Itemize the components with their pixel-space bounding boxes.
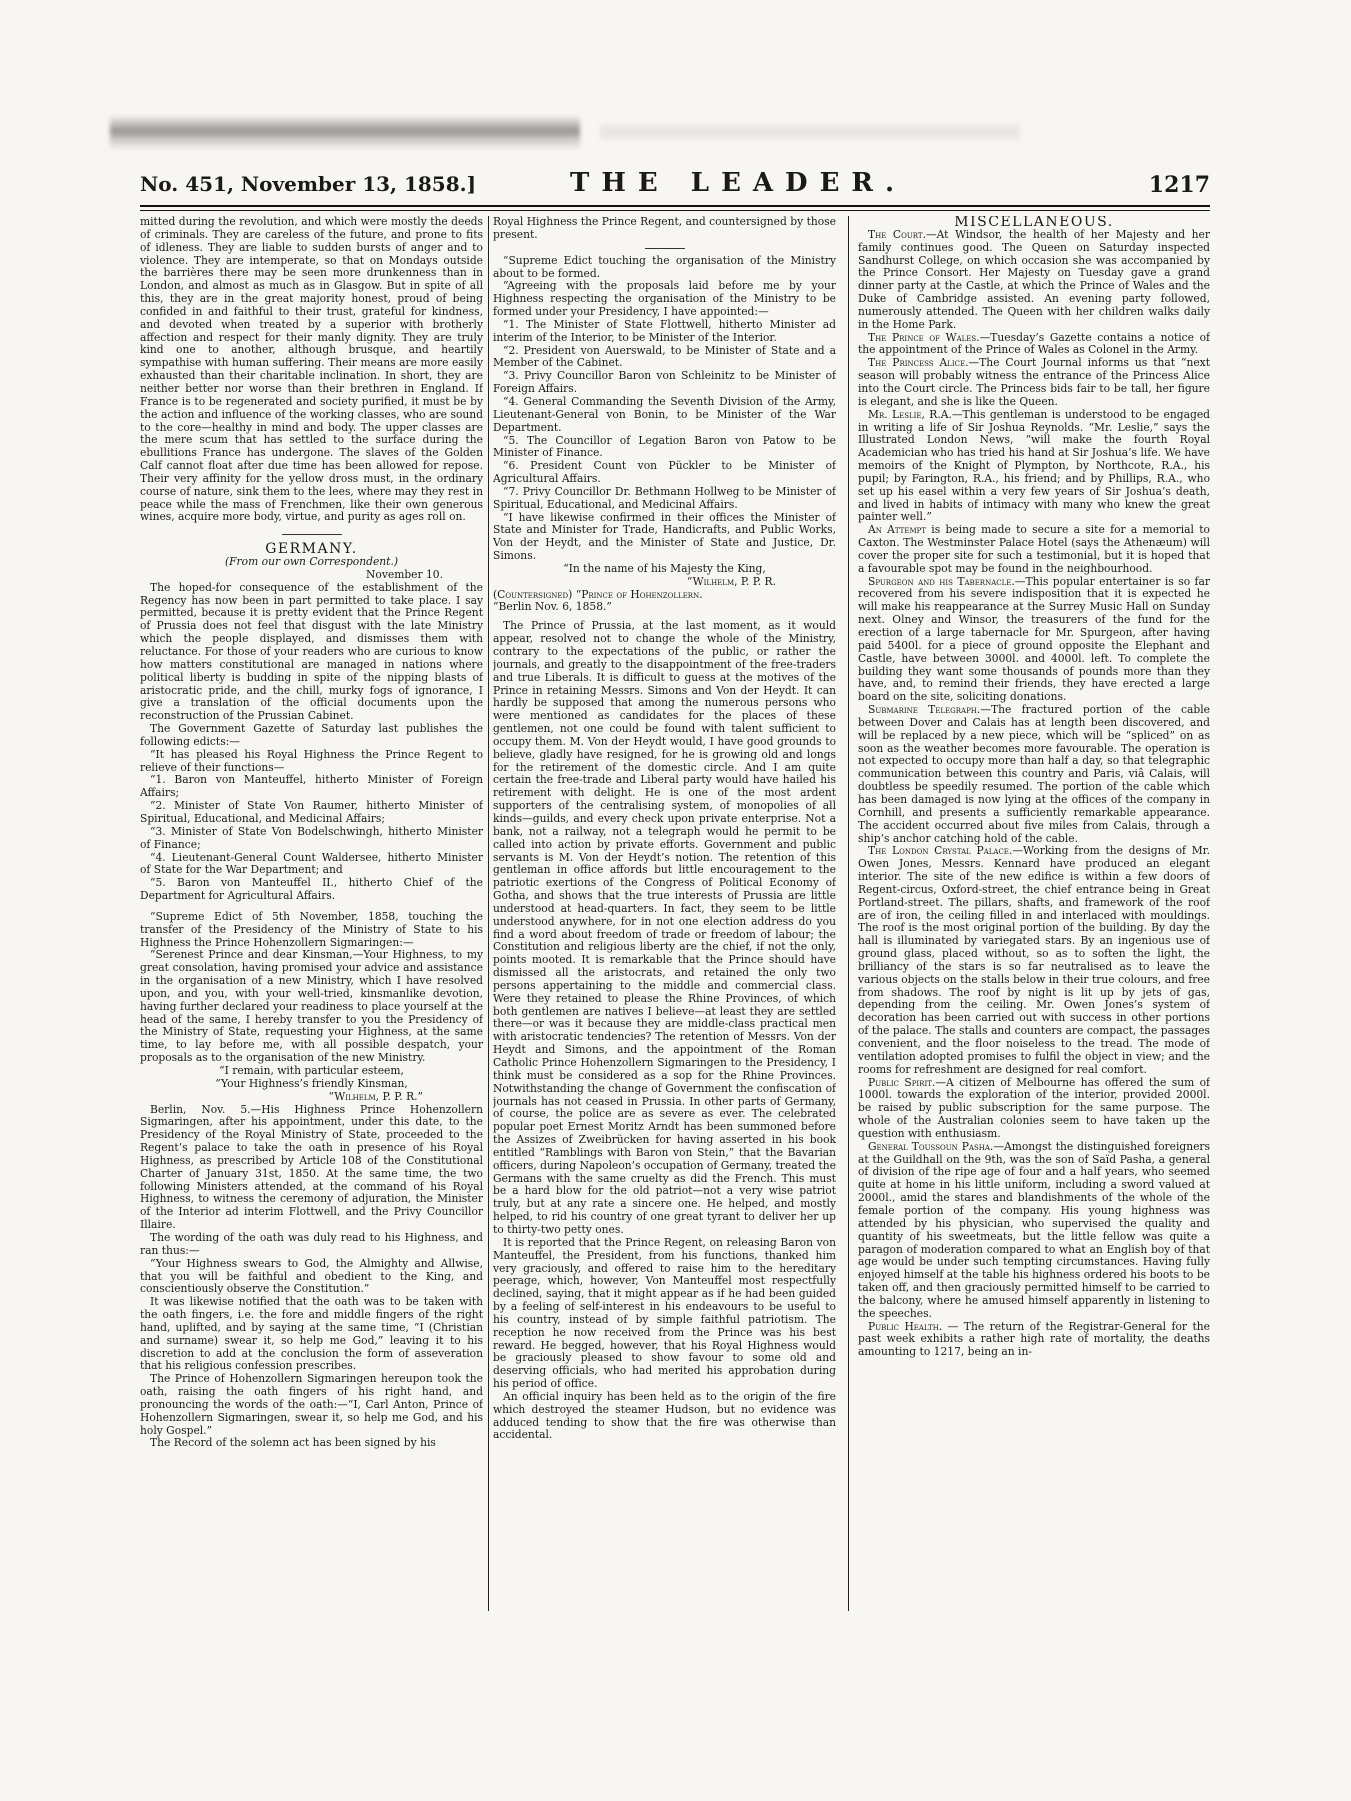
item-text: is being made to secure a site for a memorial to Caxton. The Westminster Palace Hotel (says the Athenæum) will cover the proper site for such a testimonial, but it is hoped that a favourable spot may be found in the neighbourhood. [858,523,1210,575]
news-item [858,409,1210,525]
paragraph: An official inquiry has been held as to the origin of the fire which destroyed the steamer Hudson, but no evidence was adduced tending to show that the fire was otherwise than accidental. [493,1389,836,1442]
paragraph: “1. The Minister of State Flottwell, hitherto Minister ad interim of the Interior, to be Minister of the Interior. [493,317,836,344]
news-item [858,357,1210,408]
item-label: Mr. Leslie, R.A. [868,407,952,421]
item-text: —The Court Journal informs us that “next season will probably witness the entrance of the Princess Alice into the Court circle. The Princess bids fair to be tall, her figure is elegant, and she is like the Queen. [858,356,1210,408]
item-text: —This popular entertainer is so far recovered from his severe indisposition that it is expected he will make his reappearance at the Surrey Music Hall on Sunday next. Olney and Winsor, the treasurers of the fund for the erection of a large tabernacle for Mr. Spurgeon, after having paid 5400l. for a piece of ground opposite the Elephant and Castle, have between 3000l. and 4000l. left. To complete the building they want some thousands of pounds more than they have, and, to remind their friends, they have erected a large board on the site, soliciting donations. [858,574,1210,704]
column-1 [140,216,483,1616]
paragraph: “2. President von Auerswald, to be Minister of State and a Member of the Cabinet. [493,343,836,370]
paragraph: “4. General Commanding the Seventh Division of the Army, Lieutenant-General von Bonin, to be Minister of the War Department. [493,394,836,434]
news-item [858,524,1210,575]
item-label: Public Health. [868,1319,943,1333]
paragraph: “1. Baron von Manteuffel, hitherto Minister of Foreign Affairs; [140,773,483,800]
news-item [858,229,1210,332]
signature: “Wilhelm, P. P. R.” [328,1089,423,1103]
signature: “Wilhelm, P. P. R. [686,574,776,588]
paragraph: It is reported that the Prince Regent, on releasing Baron von Manteuffel, the President, from his functions, thanked him very graciously, and offered to raise him to the hereditary peerage, which, however, Von Manteuffel most respectfully declined, saying, that it might appear as if he had been guided by a feeling of self-interest in his endeavours to be useful to his country, instead of by simple faithful patriotism. The reception he now received from the Prince was his best reward. He begged, however, that his Royal Highness would be graciously pleased to show favour to some old and deserving officials, who had merited his approbation during his period of office. [493,1235,836,1391]
correspondent-line: (From our own Correspondent.) [224,555,399,569]
item-label: Submarine Telegraph. [868,703,981,717]
news-item [858,704,1210,845]
column-3 [858,216,1210,1616]
dateline: November 10. [366,567,443,581]
news-item [858,1077,1210,1141]
dateline: “Berlin Nov. 6, 1858.” [493,600,612,614]
column-rule [848,216,849,1611]
item-text: —The fractured portion of the cable between Dover and Calais has at length been discovered, and will be replaced by a new piece, which will be “spliced” on as soon as the weather becomes more favourable. The operation is not expected to occupy more than half a day, so that telegraphic communication between this country and Paris, viâ Calais, will doubtless be speedily resumed. The portion of the cable which has been damaged is now lying at the offices of the company in Cornhill, and presents a sufficiently remarkable appearance. The accident occurred about five miles from Calais, through a ship’s anchor catching hold of the cable. [858,703,1210,845]
paragraph: Royal Highness the Prince Regent, and countersigned by those present. [493,216,836,241]
paragraph: “Your Highness swears to God, the Almighty and Allwise, that you will be faithful and obedient to the King, and conscientiously observe the Constitution.” [140,1256,483,1296]
paragraph: “2. Minister of State Von Raumer, hitherto Minister of Spiritual, Educational, and Medicinal Affairs; [140,799,483,825]
paragraph: “Serenest Prince and dear Kinsman,—Your Highness, to my great consolation, having promised your advice and assistance in the organisation of a new Ministry, which I have resolved upon, and you, with your well-tried, kinsmanlike devotion, having further declared your readiness to place yourself at the head of the same, I hereby transfer to you the Presidency of the Ministry of State, requesting your Highness, at the same time, to lay before me, with all possible despatch, your proposals as to the organisation of the new Ministry. [140,948,483,1065]
paragraph: “5. Baron von Manteuffel II., hitherto Chief of the Department for Agricultural Affairs. [140,876,483,903]
paragraph: “It has pleased his Royal Highness the Prince Regent to relieve of their functions— [140,747,483,774]
column-rule [488,216,489,1611]
paragraph: The hoped-for consequence of the establishment of the Regency has now been in part permitted to take place. I say permitted, because it is pretty evident that the Prince Regent of Prussia does not feel that disgust with the late Ministry which the people displayed, and dismisses them with reluctance. For those of your readers who are curious to know how matters constitutional are managed in nations where political liberty is budding in spite of the nipping blasts of aristocratic pride, and the chill, murky fogs of ignorance, I give a translation of the official documents upon the reconstruction of the Prussian Cabinet. [140,580,483,723]
item-label: Public Spirit. [868,1075,936,1089]
print-smudge [110,115,580,151]
paragraph: “Agreeing with the proposals laid before me by your Highness respecting the organisation of the Ministry to be formed under your Presidency, I have appointed:— [493,279,836,319]
item-text: —At Windsor, the health of her Majesty and her family continues good. The Queen on Saturday inspected Sandhurst College, on which occasion she was accompanied by the Prince Consort. Her Majesty on Tuesday gave a grand dinner party at the Castle, at which the Prince of Wales and the Duke of Cambridge assisted. An evening party followed, numerously attended. The Queen with her children walks daily in the Home Park. [858,227,1210,331]
section-heading-miscellaneous: MISCELLANEOUS. [954,216,1114,230]
item-text: —A citizen of Melbourne has offered the sum of 1000l. towards the exploration of the interior, provided 2000l. be raised by public subscription for the same purpose. The whole of the Australian colonies seem to have taken up the question with enthusiasm. [858,1075,1210,1140]
paragraph: “6. President Count von Pückler to be Minister of Agricultural Affairs. [493,459,836,486]
header-rule-thin [140,210,1210,211]
news-item [858,332,1210,358]
paragraph: “3. Privy Councillor Baron von Schleinitz to be Minister of Foreign Affairs. [493,369,836,396]
paragraph: The Record of the solemn act has been signed by his [150,1436,436,1450]
closing-line: “In the name of his Majesty the King, [563,561,766,575]
item-text: —Working from the designs of Mr. Owen Jones, Messrs. Kennard have produced an elegant interior. The site of the new edifice is within a few doors of Regent-circus, Oxford-street, the chief entrance being in Great Portland-street. The pillars, shafts, and framework of the roof are of iron, the ceiling filled in and interlaced with mouldings. The roof is the most original portion of the building. By day the hall is illuminated by variegated stars. By an ingenious use of ground glass, placed without, so as to soften the light, the brilliancy of the stars is so far neutralised as to leave the various objects on the stalls below in their true colours, and free from shadows. The roof by night is lit up by jets of gas, depending from the ceiling. Mr. Owen Jones’s system of decoration has been carried out with success in other portions of the palace. The stalls and counters are compact, the passages convenient, and the floor noiseless to the tread. The mode of ventilation adopted promises to fulfil the object in view; and the rooms for refreshment are designed for real comfort. [858,844,1210,1076]
masthead [140,168,1210,202]
item-label: The Court. [868,227,926,241]
newspaper-title: THE LEADER. [570,168,907,198]
divider [645,248,685,249]
paragraph: The Prince of Hohenzollern Sigmaringen hereupon took the oath, raising the oath fingers of his right hand, and pronouncing the words of the oath:—“I, Carl Anton, Prince of Hohenzollern Sigmaringen, swear it, so help me God, and his holy Gospel.” [140,1372,483,1437]
paragraph: “7. Privy Councillor Dr. Bethmann Hollweg to be Minister of Spiritual, Educational, and Medicinal Affairs. [493,484,836,511]
item-label: General Toussoun Pasha. [868,1139,994,1153]
paragraph: It was likewise notified that the oath was to be taken with the oath fingers, i.e. the fore and middle fingers of the right hand, uplifted, and by saying at the same time, “I (Christian and surname) swear it, so help me God,” leaving it to his discretion to add at the conclusion the form of asseveration that his religious confession prescribes. [140,1295,483,1373]
item-text: —Amongst the distinguished foreigners at the Guildhall on the 9th, was the son of Saïd Pasha, a general of division of the ripe age of four and a half years, who seemed quite at home in his little uniform, including a sword valued at 2000l., amid the stares and blandishments of the whole of the female portion of the company. His young highness was attended by his physician, who supervised the quality and quantity of his sweetmeats, but the little fellow was quite a paragon of moderation compared to what an English boy of that age would be under such tempting circumstances. Having fully enjoyed himself at the table his highness ordered his boots to be taken off, and then graciously permitted himself to be carried to the balcony, where he amused himself apparently in listening to the speeches. [858,1139,1210,1320]
section-heading-germany: GERMANY. [265,541,358,558]
news-item [858,1321,1210,1360]
header-rule [140,205,1210,207]
closing-line: “I remain, with particular esteem, [219,1064,404,1077]
news-item [858,845,1210,1076]
paragraph: “Supreme Edict touching the organisation of the Ministry about to be formed. [493,253,836,280]
paragraph: “5. The Councillor of Legation Baron von Patow to be Minister of Finance. [493,433,836,460]
divider [282,534,342,535]
issue-date: No. 451, November 13, 1858.] [140,172,477,196]
page-number: 1217 [1148,172,1210,198]
news-item [858,576,1210,704]
paragraph: “Supreme Edict of 5th November, 1858, touching the transfer of the Presidency of the Ministry of State to his Highness the Prince Hohenzollern Sigmaringen:— [140,909,483,949]
paragraph: The Prince of Prussia, at the last moment, as it would appear, resolved not to change the whole of the Ministry, contrary to the expectations of the public, or rather the journals, and greatly to the disappointment of the free-traders and true Liberals. It is difficult to guess at the motives of the Prince in retaining Messrs. Simons and Von der Heydt. It can hardly be supposed that among the numerous persons who were mentioned as candidates for the places of these gentlemen, not one could be found with talent sufficient to occupy them. M. Von der Heydt would, I have good grounds to believe, gladly have resigned, for he is growing old and longs for the retirement of the domestic circle. And I am quite certain the free-trade and Liberal party would have hailed his retirement with delight. He is one of the most ardent supporters of the centralising system, of monopolies of all kinds—guilds, and every check upon private enterprise. Not a bank, not a railway, not a telegraph would he permit to be called into action by private efforts. Government and public servants is M. Von der Heydt’s notion. The retention of this gentleman in office affords but little encouragement to the patriotic exertions of the Congress of Political Economy of Gotha, and shows that the true interests of Prussia are little understood at head-quarters. In fact, they seem to be little understood anywhere, for in not one election address do you find a word about freedom of trade or freedom of labour; the Constitution and religious liberty are the chief, if not the only, points mooted. It is remarkable that the Prince should have dismissed all the aristocrats, and retained the only two persons appertaining to the middle and commercial class. Were they retained to please the Rhine Provinces, of which both gentlemen are natives I believe—at least they are settled there—or was it because they are middle-class practical men with aristocratic tendencies? The retention of Messrs. Von der Heydt and Simons, and the appointment of the Roman Catholic Prince Hohenzollern Sigmaringen to the Presidency, I think must be considered as a sop for the Rhine Provinces. Notwithstanding the change of Government the confiscation of journals has not ceased in Prussia. In other parts of Germany, of course, the police are as severe as ever. The celebrated popular poet Ernest Moritz Arndt has been summoned before the Assizes of Zweibrücken for having asserted in his book entitled “Ramblings with Baron von Stein,” that the Bavarian officers, during Napoleon’s occupation of Germany, treated the Germans with the same cruelty as did the French. This must be a hard blow for the old patriot—not a very wise patriot truly, but at any rate a sincere one. He helped, and mostly helped, to rid his country of one great tyrant to deliver her up to thirty-two petty ones. [493,619,836,1236]
news-item [858,1141,1210,1321]
column-2 [493,216,836,1616]
paragraph: The wording of the oath was duly read to his Highness, and ran thus:— [140,1230,483,1257]
closing-line: “Your Highness’s friendly Kinsman, [215,1076,408,1090]
item-label: Spurgeon and his Tabernacle. [868,574,1015,588]
item-text: —This gentleman is understood to be engaged in writing a life of Sir Joshua Reynolds. “Mr. Leslie,” says the Illustrated London News, “will make the fourth Royal Academician who has tried his hand at Sir Joshua’s life. We have memoirs of the Knight of Plympton, by Northcote, R.A., his pupil; by Farington, R.A., his friend; and by Phillips, R.A., who set up his easel within a very few years of Sir Joshua’s death, and lived in habits of intimacy with many who knew the great painter well.” [858,407,1210,524]
paragraph: The Government Gazette of Saturday last publishes the following edicts:— [140,722,483,748]
countersignature: (Countersigned) “Prince of Hohenzollern. [493,587,703,601]
item-label: The Prince of Wales. [868,330,980,344]
paragraph: mitted during the revolution, and which were mostly the deeds of criminals. They are careless of the future, and prone to fits of idleness. They are liable to sudden bursts of anger and to violence. They are intemperate, so that on Mondays outside the barrières there may be seen more drunkenness than in London, and almost as much as in Glasgow. But in spite of all this, they are in the great majority honest, proud of being confided in and faithful to their trust, grateful for kindness, and devoted when treated by a superior with brotherly affection and respect for their manly dignity. They are truly kind one to another, although brusque, and heartily sympathise with human suffering. Their means are more easily exhausted than their charitable inclination. In short, they are neither better nor worse than their brethren in England. If France is to be regenerated and society purified, it must be by the action and influence of the working classes, who are sound to the core—healthy in mind and body. The upper classes are the mere scum that has settled to the surface during the ebullitions France has undergone. The slaves of the Golden Calf cannot float after due time has been allowed for repose. Their very affinity for the yellow dross must, in the ordinary course of nature, sink them to the lees, where may they rest in peace while the mass of Frenchmen, like their own generous wines, acquire more body, virtue, and purity as ages roll on. [140,216,483,524]
paragraph: “3. Minister of State Von Bodelschwingh, hitherto Minister of Finance; [140,824,483,851]
print-smudge-faint [600,125,1020,139]
item-label: An Attempt [868,523,926,537]
item-label: The London Crystal Palace. [868,844,1013,858]
item-text: — The return of the Registrar-General for the past week exhibits a rather high rate of mortality, the deaths amounting to 1217, being an in- [858,1319,1210,1359]
paragraph: “4. Lieutenant-General Count Waldersee, hitherto Minister of State for the War Department; and [140,850,483,877]
paragraph: “I have likewise confirmed in their offices the Minister of State and Minister for Trade, Handicrafts, and Public Works, Von der Heydt, and the Minister of State and Justice, Dr. Simons. [493,510,836,563]
paragraph: Berlin, Nov. 5.—His Highness Prince Hohenzollern Sigmaringen, after his appointment, under this date, to the Presidency of the Royal Ministry of State, proceeded to the Regent’s palace to take the oath in presence of his Royal Highness, as prescribed by Article 108 of the Constitutional Charter of January 31st, 1850. At the same time, the two following Ministers attended, at the command of his Royal Highness, to witness the ceremony of adjuration, the Minister of the Interior ad interim Flottwell, and the Privy Councillor Illaire. [140,1102,483,1232]
item-label: The Princess Alice. [868,356,969,370]
item-text: —Tuesday’s Gazette contains a notice of the appointment of the Prince of Wales as Colonel in the Army. [858,330,1210,357]
